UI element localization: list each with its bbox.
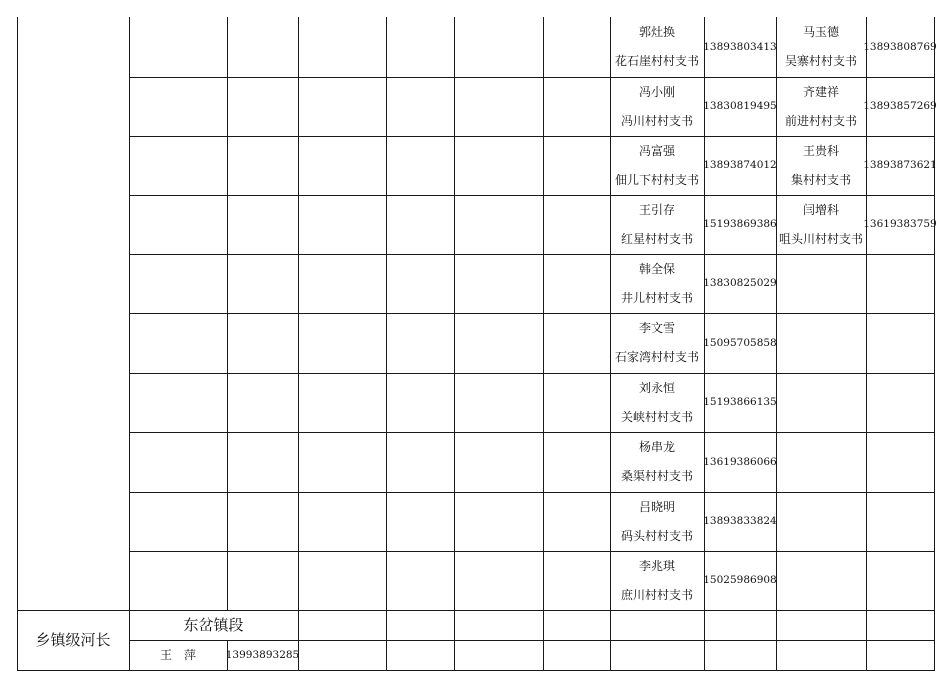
village-secretary-cell bbox=[610, 136, 704, 195]
phone-number: 13830825029 bbox=[703, 277, 777, 289]
secretary-name: 冯小刚 bbox=[638, 84, 675, 99]
phone-number: 15193869386 bbox=[703, 218, 777, 230]
row-divider bbox=[129, 432, 935, 433]
chief-name-cell bbox=[129, 640, 227, 670]
chief-phone-cell bbox=[227, 640, 298, 670]
table-border-left bbox=[17, 17, 18, 671]
secretary-name: 郭灶换 bbox=[638, 25, 675, 39]
secretary-name: 杨串龙 bbox=[638, 440, 675, 454]
phone-cell bbox=[704, 195, 776, 254]
secretary-title: 码头村村支书 bbox=[620, 528, 693, 543]
secretary-name: 闫增科 bbox=[802, 202, 839, 217]
phone-cell bbox=[704, 373, 776, 432]
village-secretary-cell bbox=[776, 195, 866, 254]
village-secretary-cell bbox=[610, 313, 704, 373]
phone-number: 13893857269 bbox=[863, 100, 937, 112]
village-secretary-cell bbox=[610, 254, 704, 313]
phone-cell bbox=[704, 313, 776, 373]
village-secretary-cell bbox=[776, 136, 866, 195]
secretary-title: 花石崖村村支书 bbox=[614, 54, 699, 68]
village-secretary-cell bbox=[610, 373, 704, 432]
chief-phone-text: 13993893285 bbox=[225, 648, 300, 661]
phone-number: 15095705858 bbox=[703, 336, 777, 349]
phone-cell bbox=[704, 77, 776, 136]
secretary-name: 刘永恒 bbox=[638, 380, 675, 395]
phone-cell bbox=[704, 254, 776, 313]
phone-number: 13893808769 bbox=[863, 40, 937, 53]
village-secretary-cell bbox=[610, 551, 704, 610]
phone-cell bbox=[704, 17, 776, 77]
secretary-title: 咀头川村村支书 bbox=[778, 231, 863, 246]
village-secretary-cell bbox=[776, 17, 866, 77]
phone-number: 13830819495 bbox=[703, 100, 777, 112]
secretary-name: 马玉德 bbox=[802, 25, 839, 39]
secretary-title: 井儿村村支书 bbox=[620, 290, 693, 305]
phone-cell bbox=[863, 17, 937, 77]
secretary-title: 庶川村村支书 bbox=[620, 587, 693, 602]
phone-number: 15025986908 bbox=[703, 574, 777, 586]
secretary-title: 佃儿下村村支书 bbox=[614, 172, 699, 187]
secretary-title: 集村村支书 bbox=[790, 172, 851, 187]
secretary-name: 王贵科 bbox=[802, 143, 839, 158]
phone-number: 13893803413 bbox=[703, 40, 777, 53]
secretary-title: 冯川村村支书 bbox=[620, 113, 693, 128]
secretary-name: 韩全保 bbox=[638, 261, 675, 276]
row-divider bbox=[129, 373, 935, 374]
village-secretary-cell bbox=[610, 77, 704, 136]
row-divider bbox=[129, 313, 935, 314]
secretary-name: 吕晓明 bbox=[638, 499, 675, 514]
village-secretary-cell bbox=[610, 432, 704, 492]
village-secretary-cell bbox=[776, 77, 866, 136]
secretary-title: 吴寨村村支书 bbox=[784, 54, 857, 68]
phone-cell bbox=[863, 77, 937, 136]
township-level-label bbox=[17, 610, 129, 670]
phone-number: 15193866135 bbox=[703, 396, 777, 408]
phone-cell bbox=[863, 136, 937, 195]
secretary-name: 王引存 bbox=[638, 202, 675, 217]
secretary-title: 石家湾村村支书 bbox=[614, 350, 699, 364]
village-secretary-cell bbox=[610, 17, 704, 77]
section-name-cell bbox=[129, 610, 298, 640]
phone-cell bbox=[704, 551, 776, 610]
phone-cell bbox=[863, 195, 937, 254]
phone-cell bbox=[704, 492, 776, 551]
row-divider bbox=[129, 492, 935, 493]
secretary-name: 齐建祥 bbox=[802, 84, 839, 99]
phone-cell bbox=[704, 136, 776, 195]
secretary-title: 关峡村村支书 bbox=[620, 409, 693, 424]
secretary-title: 桑渠村村支书 bbox=[620, 469, 693, 483]
secretary-name: 李兆琪 bbox=[638, 558, 675, 573]
secretary-name: 冯富强 bbox=[638, 143, 675, 158]
phone-number: 13619383759 bbox=[863, 218, 937, 230]
secretary-name: 李文雪 bbox=[638, 321, 675, 335]
village-secretary-cell bbox=[610, 492, 704, 551]
table-border-bottom bbox=[17, 670, 935, 671]
phone-number: 13893874012 bbox=[703, 159, 777, 171]
chief-name-text: 王 萍 bbox=[159, 647, 196, 662]
phone-number: 13893873621 bbox=[863, 159, 937, 171]
village-secretary-cell bbox=[610, 195, 704, 254]
level-label-text: 乡镇级河长 bbox=[35, 630, 111, 649]
secretary-title: 前进村村支书 bbox=[784, 113, 857, 128]
secretary-title: 红星村村支书 bbox=[620, 231, 693, 246]
row-divider bbox=[129, 551, 935, 552]
phone-cell bbox=[704, 432, 776, 492]
phone-number: 13619386066 bbox=[703, 455, 777, 468]
section-name-text: 东岔镇段 bbox=[183, 615, 244, 634]
phone-number: 13893833824 bbox=[703, 515, 777, 527]
row-divider bbox=[129, 254, 935, 255]
